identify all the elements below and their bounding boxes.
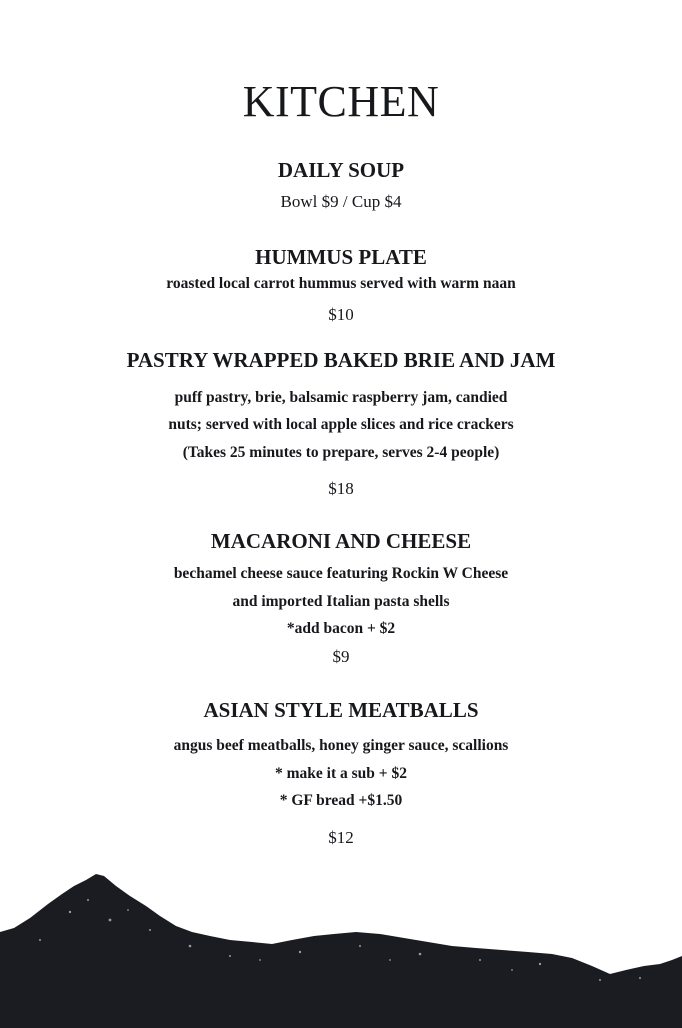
meatballs-description: angus beef meatballs, honey ginger sauce, scallions xyxy=(173,737,509,754)
menu-title: KITCHEN xyxy=(242,77,440,126)
daily-soup-heading: DAILY SOUP xyxy=(277,158,405,182)
meatballs-heading: ASIAN STYLE MEATBALLS xyxy=(203,698,479,722)
mac-heading: MACARONI AND CHEESE xyxy=(210,529,472,553)
brie-heading: PASTRY WRAPPED BAKED BRIE AND JAM xyxy=(126,348,556,372)
daily-soup-price: Bowl $9 / Cup $4 xyxy=(280,192,402,211)
mac-addon: *add bacon + $2 xyxy=(286,620,396,637)
meatballs-addon-sub: * make it a sub + $2 xyxy=(275,765,407,782)
mac-description-line-2: and imported Italian pasta shells xyxy=(232,593,450,610)
meatballs-addon-gf: * GF bread +$1.50 xyxy=(279,792,403,809)
brie-description-line-2: nuts; served with local apple slices and rice crackers xyxy=(168,416,514,433)
mountain-shape xyxy=(0,874,682,1028)
mac-description-line-1: bechamel cheese sauce featuring Rockin W Cheese xyxy=(173,565,509,582)
hummus-description: roasted local carrot hummus served with warm naan xyxy=(166,275,516,292)
mac-price: $9 xyxy=(332,647,350,666)
hummus-heading: HUMMUS PLATE xyxy=(255,245,427,269)
meatballs-price: $12 xyxy=(328,828,354,847)
mountain-silhouette xyxy=(0,860,682,1028)
brie-description-line-1: puff pastry, brie, balsamic raspberry jam, candied xyxy=(174,389,508,406)
brie-note: (Takes 25 minutes to prepare, serves 2-4 people) xyxy=(182,444,500,461)
brie-price: $18 xyxy=(328,479,354,498)
hummus-price: $10 xyxy=(328,305,354,324)
